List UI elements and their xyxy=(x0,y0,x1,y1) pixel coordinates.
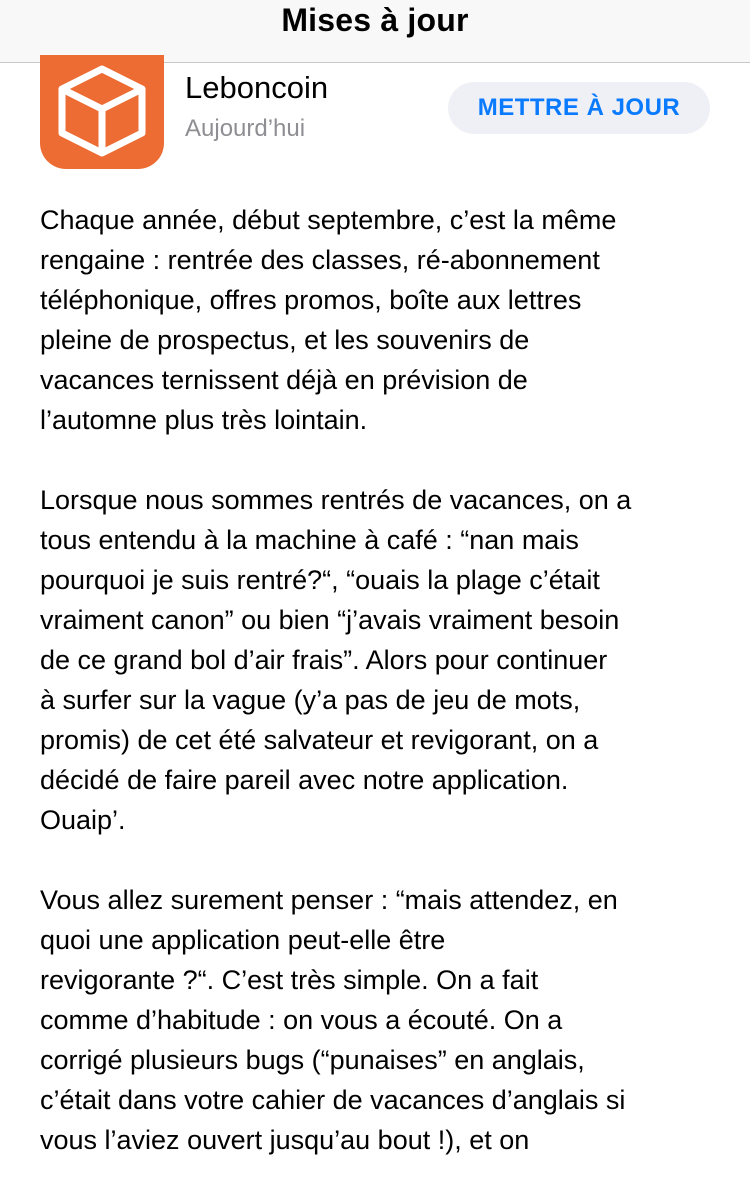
update-date: Aujourd’hui xyxy=(185,115,306,142)
update-button[interactable]: METTRE À JOUR xyxy=(448,82,710,134)
navigation-bar xyxy=(0,0,750,63)
page-title: Mises à jour xyxy=(281,2,469,38)
release-notes xyxy=(40,200,720,1200)
app-name: Leboncoin xyxy=(185,70,329,105)
release-notes-paragraph: Chaque année, début septembre, c’est la même rengaine : rentrée des classes, ré-abonnement téléphonique, offres promos, boîte aux lettres pleine de prospectus, et les souvenirs de vacances ternissent déjà en prévision de l’automne plus très lointain. xyxy=(40,205,617,435)
leboncoin-box-icon[interactable] xyxy=(40,55,164,169)
release-notes-paragraph: Vous allez surement penser : “mais attendez, en quoi une application peut-elle être revigorante ?“. C’est très simple. On a fait comme d’habitude : on vous a écouté. On a corrigé plusieurs bugs (“punaises” en anglais, c’était dans votre cahier de vacances d’anglais si vous l’aviez ouvert jusqu’au bout !), et on xyxy=(40,885,626,1155)
release-notes-paragraph: Lorsque nous sommes rentrés de vacances, on a tous entendu à la machine à café : “nan mais pourquoi je suis rentré?“, “ouais la plage c’était vraiment canon” ou bien “j’avais vraiment besoin de ce grand bol d’air frais”. Alors pour continuer à surfer sur la vague (y’a pas de jeu de mots, promis) de cet été salvateur et revigorant, on a décidé de faire pareil avec notre application. Ouaip’. xyxy=(40,485,632,835)
app-update-row[interactable] xyxy=(0,63,750,175)
